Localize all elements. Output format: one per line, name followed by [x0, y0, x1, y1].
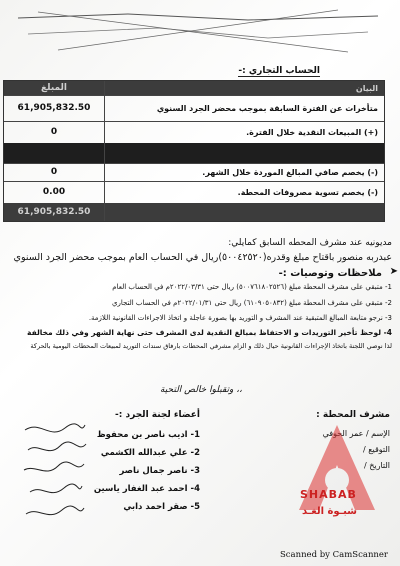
committee-member: 5- صقر احمد دابي	[123, 502, 200, 512]
row-amount: 61,905,832.50	[4, 95, 105, 121]
row-amount: 0.00	[4, 181, 105, 203]
committee-member: 4- احمد عبد الغفار ياسين	[93, 484, 200, 494]
row-description: (+) المبيعات النقدية خلال الفترة.	[246, 127, 378, 137]
ledger-header-row	[4, 81, 384, 96]
ledger-row	[4, 95, 384, 122]
section-title: الحساب التجاري :-	[238, 66, 320, 76]
note-item: 1- متبقي على مشرف المحطة مبلغ (٥٠٠٧٦١٨٠٢٥٢٦) ريال حتى ٢٠٢٢/٠٣/٣١م في الحساب العام	[112, 283, 392, 291]
debtor-line: مديونيه عند مشرف المحطه السابق كمايلي:	[228, 238, 392, 248]
note-item: 4- لوحظ تأخير التوريدات و الاحتفاظ بمبالغ النقدية لدى المشرف حتى نهاية الشهر وفي ذلك مخالفة	[27, 328, 392, 337]
ledger-row-shaded	[4, 143, 384, 164]
ledger-table	[3, 80, 385, 222]
ledger-row	[4, 181, 384, 204]
supervisor-date: التاريخ /	[363, 461, 390, 470]
row-description: متأخرات عن الفترة السابقة بموجب محضر الجرد السنوي	[156, 103, 378, 113]
row-amount	[4, 143, 105, 163]
ledger-total-row	[4, 203, 384, 221]
committee-member: 2- علي عبدالله الكشمي	[100, 448, 200, 458]
supervisor-title: مشرف المحطة :	[316, 410, 390, 420]
total-amount: 61,905,832.50	[4, 203, 105, 221]
committee-member: 1- اديب ناصر بن محفوظ	[96, 430, 200, 440]
committee-signatures	[20, 420, 90, 530]
note-item: 2- متبقي على مشرف المحطة مبلغ (٦١٠٩٠٥٠٨٣٢) ريال حتى ٢٠٢٢/٠١/٣١م في الحساب التجاري	[111, 299, 392, 307]
scanner-footer: Scanned by CamScanner	[279, 550, 388, 560]
row-description: (-) يخصم تسوية مصروفات المحطة.	[237, 187, 378, 197]
row-amount: 0	[4, 121, 105, 143]
crossed-out-header-scribble	[8, 4, 388, 64]
note-item: 3- نرجو متابعة المبالغ المتبقية عند المشرف و التوريد بها بصورة عاجلة و اتخاذ الاجراءات القانونية اللازمة.	[88, 314, 392, 322]
watermark-text-latin: SHABAB	[300, 488, 357, 501]
committee-member: 3- ناصر جمال ناصر	[119, 466, 200, 476]
row-description: (-) يخصم صافي المبالغ الموردة خلال الشهر.	[202, 167, 378, 177]
note-item: لذا نوصي اللجنة باتخاذ الإجراءات القانونية حيال ذلك و الزام مشرفي المحطات بارفاق سندات التوريد لمبيعات المحطات اليومية بالحركة	[30, 342, 392, 350]
arrow-bullet-icon: ➤	[389, 266, 398, 277]
ledger-row	[4, 121, 384, 144]
header-amount: المبلغ	[4, 81, 105, 95]
row-description	[106, 143, 384, 163]
total-description	[106, 203, 384, 221]
amount-line: عبدربه منصور باقتاح مبلغ وقدره(٥٠٠٤٢٥٢٠)ريال في الحساب العام بموجب محضر الجرد السنوي	[13, 252, 392, 263]
row-amount: 0	[4, 163, 105, 181]
header-description: البيان	[355, 83, 378, 93]
supervisor-name: الإسم / عمر الحوفي	[322, 429, 390, 438]
committee-title: أعضاء لجنة الجرد :-	[115, 410, 200, 420]
supervisor-signature: التوقيع /	[363, 445, 390, 454]
watermark-text-arabic: شبـوة الغـد	[302, 506, 358, 517]
notes-title: ملاحظات وتوصيات :-	[278, 268, 382, 279]
closing-greeting: وتقبلوا خالص التحية ،،	[160, 385, 243, 395]
ledger-row	[4, 163, 384, 182]
